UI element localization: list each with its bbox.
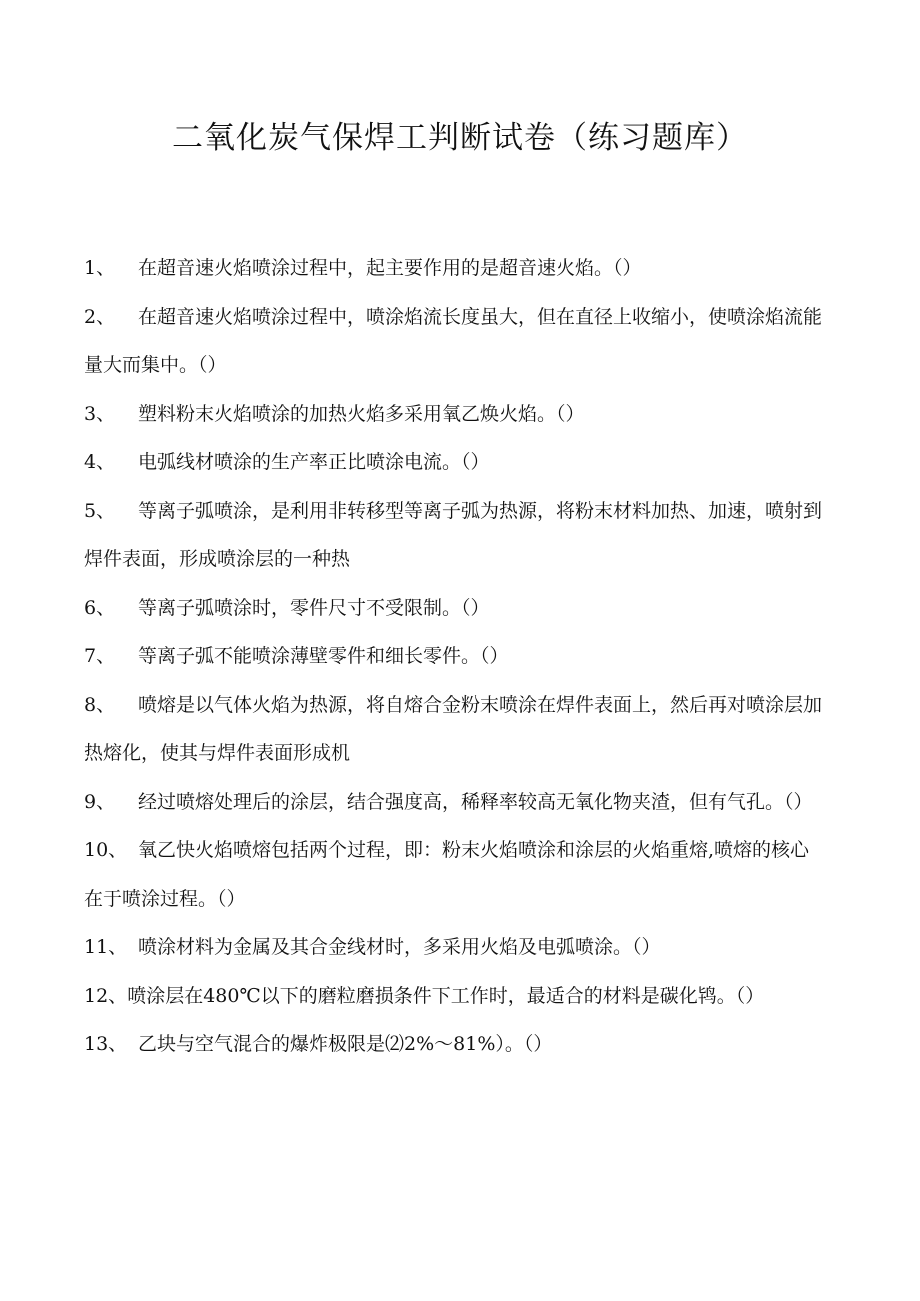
question-text: 等离子弧喷涂时，零件尺寸不受限制。（）	[138, 596, 490, 619]
question-item	[84, 244, 824, 293]
question-number: 10、	[84, 839, 128, 861]
question-item	[84, 681, 824, 778]
question-item	[84, 778, 824, 827]
question-number: 6、	[84, 596, 116, 619]
question-number: 2、	[84, 305, 116, 328]
question-item	[84, 438, 824, 487]
question-number: 1、	[84, 257, 116, 279]
document-title: 二氧化炭气保焊工判断试卷（练习题库）	[172, 120, 748, 156]
question-item	[84, 923, 824, 972]
question-text: 等离子弧喷涂，是利用非转移型等离子弧为热源，将粉末材料加热、加速，喷射到焊件表面，形成喷涂层的一种热	[84, 499, 823, 570]
question-text: 等离子弧不能喷涂薄壁零件和细长零件。（）	[138, 645, 509, 667]
question-item	[84, 487, 824, 584]
question-item	[84, 826, 824, 923]
question-number: 13、	[84, 1033, 128, 1055]
question-item	[84, 1020, 824, 1069]
question-text: 在超音速火焰喷涂过程中，喷涂焰流长度虽大，但在直径上收缩小，使喷涂焰流能量大而集中。（）	[84, 305, 823, 376]
question-item	[84, 390, 824, 439]
question-list	[84, 244, 824, 1069]
question-item	[84, 293, 824, 390]
question-number: 7、	[84, 645, 116, 667]
question-text: 乙块与空气混合的爆炸极限是⑵2%～81%）。（）	[138, 1033, 553, 1055]
question-text: 喷涂材料为金属及其合金线材时，多采用火焰及电弧喷涂。（）	[138, 936, 661, 958]
question-item	[84, 972, 824, 1021]
question-number: 12、	[84, 984, 128, 1007]
question-text: 氧乙快火焰喷熔包括两个过程，即：粉末火焰喷涂和涂层的火焰重熔,喷熔的核心在于喷涂过程。（）	[84, 839, 810, 910]
question-text: 喷熔是以气体火焰为热源，将自熔合金粉末喷涂在焊件表面上，然后再对喷涂层加热熔化，使其与焊件表面形成机	[84, 693, 823, 764]
question-item	[84, 632, 824, 681]
question-number: 9、	[84, 790, 116, 813]
question-number: 3、	[84, 402, 116, 425]
question-number: 5、	[84, 499, 116, 522]
question-text: 塑料粉末火焰喷涂的加热火焰多采用氧乙焕火焰。（）	[138, 402, 585, 425]
question-text: 经过喷熔处理后的涂层，结合强度高，稀释率较高无氧化物夹渣，但有气孔。（）	[138, 790, 813, 813]
question-text: 喷涂层在480℃以下的磨粒磨损条件下工作时，最适合的材料是碳化鸨。（）	[127, 984, 765, 1007]
question-number: 11、	[84, 936, 128, 958]
question-text: 在超音速火焰喷涂过程中，起主要作用的是超音速火焰。（）	[138, 257, 642, 279]
question-number: 8、	[84, 693, 116, 716]
question-number: 4、	[84, 451, 116, 473]
question-text: 电弧线材喷涂的生产率正比喷涂电流。（）	[138, 451, 490, 473]
question-item	[84, 584, 824, 633]
